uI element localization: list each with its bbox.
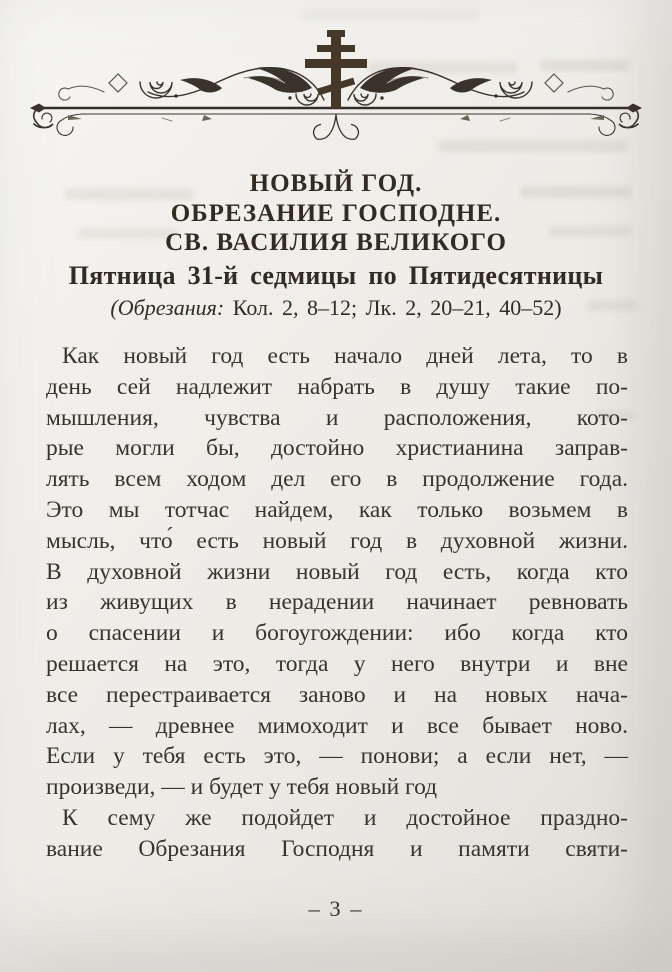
body-line: Как новый год есть начало дней лета, то в xyxy=(62,343,628,369)
body-line: К сему же подойдет и достойное праздно- xyxy=(62,804,628,831)
body-line: Если у тебя есть это, — понови; а если нет, — xyxy=(46,743,628,770)
body-line: решается на это, тогда у него внутри и вне xyxy=(46,650,628,677)
scripture-reference xyxy=(0,294,672,322)
body-line: день сей надлежит набрать в душу такие по- xyxy=(46,373,628,400)
body-line: В духовной жизни новый год есть, когда кто xyxy=(46,558,628,585)
body-line: произведи, — и будет у тебя новый год xyxy=(46,774,438,801)
title-line-2: ОБРЕЗАНИЕ ГОСПОДНЕ. xyxy=(170,199,502,227)
subtitle: Пятница 31-й седмицы по Пятидесятницы xyxy=(68,260,604,290)
body-line: все перестраивается заново и на новых нача- xyxy=(46,681,628,708)
body-line: из живущих в нерадении начинает ревновать xyxy=(46,589,628,616)
body-line: мысль, что́ есть новый год в духовной жизни. xyxy=(46,527,628,554)
orthodox-cross-icon xyxy=(305,30,367,108)
title-line-1: НОВЫЙ ГОД. xyxy=(249,170,423,197)
body-text xyxy=(46,341,628,865)
body-line: мышления, чувства и расположения, кото- xyxy=(46,404,628,431)
chapter-heading xyxy=(0,169,672,322)
header-ornament xyxy=(30,20,642,148)
page-number: – 3 – xyxy=(308,896,364,921)
reference-lead: (Обрезания: xyxy=(110,294,225,320)
body-line: Это мы тотчас найдем, как только возьмем в xyxy=(46,496,628,523)
body-line: рые могли бы, достойно христианина заправ- xyxy=(46,435,628,462)
body-line: лах, — древнее мимоходит и все бывает ново. xyxy=(46,712,628,739)
body-line: вание Обрезания Господня и памяти святи- xyxy=(46,835,628,862)
reference-rest: Кол. 2, 8–12; Лк. 2, 20–21, 40–52) xyxy=(224,294,562,320)
title-line-3: СВ. ВАСИЛИЯ ВЕЛИКОГО xyxy=(165,229,507,256)
body-line: о спасении и богоугождении: ибо когда кто xyxy=(46,620,628,647)
body-line: лять всем ходом дел его в продолжение года. xyxy=(46,466,628,493)
